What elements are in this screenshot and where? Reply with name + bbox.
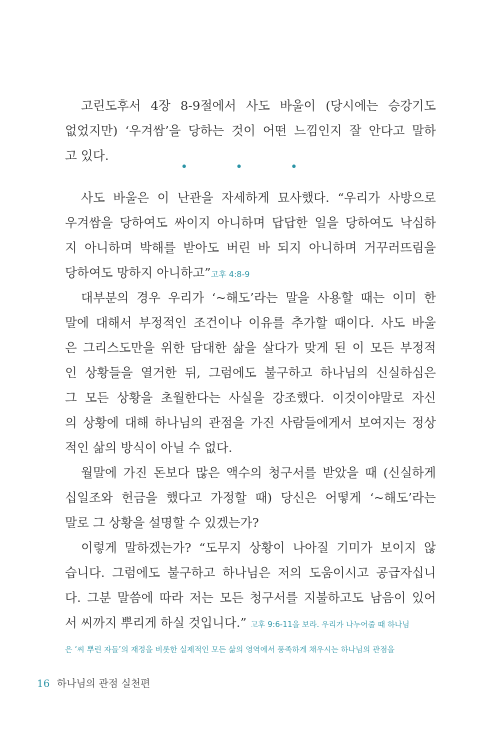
paragraph-even-though [65, 285, 436, 460]
text-line: 고린도후서 4장 8-9절에서 사도 바울이 (당시에는 승강기도 [81, 98, 436, 113]
quote-text: 당하여도 망하지 아니하고” [65, 265, 211, 280]
text-line: 인 상황들을 열거한 뒤, 그럼에도 불구하고 하나님의 신실하심은 [65, 365, 436, 380]
section-separator: • • • [180, 160, 320, 174]
text-line: 은 그리스도만을 위한 담대한 삶을 살다가 맞게 된 이 모든 부정적 [65, 340, 436, 355]
paragraph-bible-quote [65, 185, 436, 287]
inline-note-continued: 은 ‘씨 뿌린 자들’의 재정을 비롯한 실제적인 모든 삶의 영역에서 풍족하게 채우시는 하나님의 관점을 [65, 645, 395, 654]
scripture-reference: 고후 4:8-9 [210, 270, 250, 279]
text-line: 사도 바울은 이 난관을 자세하게 묘사했다. “우리가 사방으로 [81, 190, 436, 205]
text-line [65, 610, 436, 637]
text-line [65, 260, 436, 287]
text-line: 다. 그분 말씀에 따라 저는 모든 청구서를 지불하고도 남음이 있어 [65, 590, 436, 605]
text-line: 말로 그 상황을 설명할 수 있겠는가? [65, 515, 259, 530]
page-number: 16 [37, 679, 50, 690]
paragraph-intro [65, 93, 436, 168]
text-line: 이렇게 말하겠는가? “도무지 상황이 나아질 기미가 보이지 않 [81, 540, 436, 555]
text-line: 지 아니하며 박해를 받아도 버린 바 되지 아니하며 거꾸러뜨림을 [65, 240, 436, 255]
inline-note: 고후 9:6-11을 보라. 우리가 나누어줄 때 하나님 [250, 620, 410, 629]
text-line: 적인 삶의 방식이 아닐 수 없다. [65, 440, 233, 455]
text-line: 대부분의 경우 우리가 ‘~해도’라는 말을 사용할 때는 이미 한 [81, 290, 436, 305]
text-line: 그 모든 상황을 초월한다는 사실을 강조했다. 이것이야말로 자신 [65, 390, 436, 405]
text-line: 십일조와 헌금을 했다고 가정할 때) 당신은 어떻게 ‘~해도’라는 [65, 490, 436, 505]
quote-text: 서 씨까지 뿌리게 하실 것입니다.” [65, 615, 247, 630]
text-line: 말에 대해서 부정적인 조건이나 이유를 추가할 때이다. 사도 바울 [65, 315, 436, 330]
text-line: 월말에 가진 돈보다 많은 액수의 청구서를 받았을 때 (신실하게 [81, 465, 436, 480]
text-line: 습니다. 그럼에도 불구하고 하나님은 저의 도움이시고 공급자십니 [65, 565, 436, 580]
text-line: 없었지만) ‘우겨쌈’을 당하는 것이 어떤 느낌인지 잘 안다고 말하 [65, 123, 436, 138]
text-line: 의 상황에 대해 하나님의 관점을 가진 사람들에게서 보여지는 정상 [65, 415, 436, 430]
page-footer [37, 675, 150, 690]
running-title: 하나님의 관점 실천편 [56, 679, 151, 690]
text-line: 우겨쌈을 당하여도 싸이지 아니하며 답답한 일을 당하여도 낙심하 [65, 215, 436, 230]
text-line: 고 있다. [65, 148, 109, 163]
paragraph-bills-question [65, 460, 436, 535]
paragraph-confession [65, 535, 436, 662]
